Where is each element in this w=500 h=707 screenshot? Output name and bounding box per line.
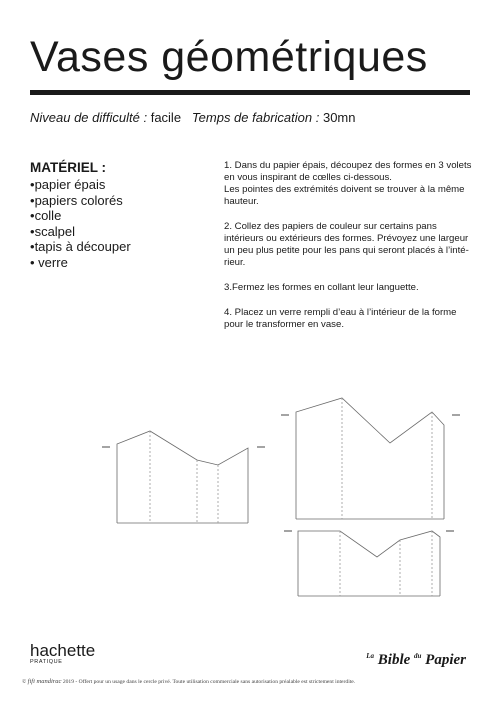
publisher-name: hachette [30, 641, 96, 660]
vase-pattern-2 [281, 398, 460, 519]
footer-legal [22, 678, 482, 685]
difficulty-label: Niveau de difficulté : [30, 110, 148, 125]
copyright-symbol: © [22, 679, 27, 685]
publisher-sub: PRATIQUE [30, 659, 63, 665]
legal-text: 2019 - Offert pour un usage dans le cercle privé. Toute utilisation commerciale sans autorisation préalable est strictement interdite. [62, 679, 356, 685]
list-item: • papiers colorés [30, 193, 200, 209]
publisher-logo [30, 642, 95, 666]
page-title: Vases géométriques [30, 33, 428, 81]
difficulty-value: facile [150, 110, 182, 125]
list-item: • scalpel [30, 224, 200, 240]
vase-pattern-3 [284, 531, 454, 596]
step-2: 2. Collez des papiers de couleur sur certains pans intérieurs ou extérieurs des formes. Prévoyez une largeur un peu plus petite pour les pans qui seront placés à l’inté- rieur. [224, 221, 469, 268]
materials-heading: MATÉRIEL : [30, 160, 106, 175]
step-3: 3.Fermez les formes en collant leur languette. [224, 282, 419, 293]
list-item: • colle [30, 208, 200, 224]
list-item: • papier épais [30, 177, 200, 193]
list-item: • tapis à découper [30, 239, 200, 255]
step-1: 1. Dans du papier épais, découpez des formes en 3 volets en vous inspirant de cœlles ci-dessous. Les pointes des extrémités doivent se trouver à la même hauteur. [224, 160, 472, 207]
step-4: 4. Placez un verre rempli d’eau à l’intérieur de la forme pour le transformer en vase. [224, 307, 457, 330]
list-item: • verre [30, 255, 200, 271]
time-value: 30mn [322, 110, 356, 125]
brand-logo: $^{La}$ Bible $^{du}$ Papier [366, 652, 466, 668]
vase-pattern-1 [102, 431, 265, 523]
time-label: Temps de fabrication : [191, 110, 320, 125]
signature: fifi mandirac [27, 678, 62, 685]
